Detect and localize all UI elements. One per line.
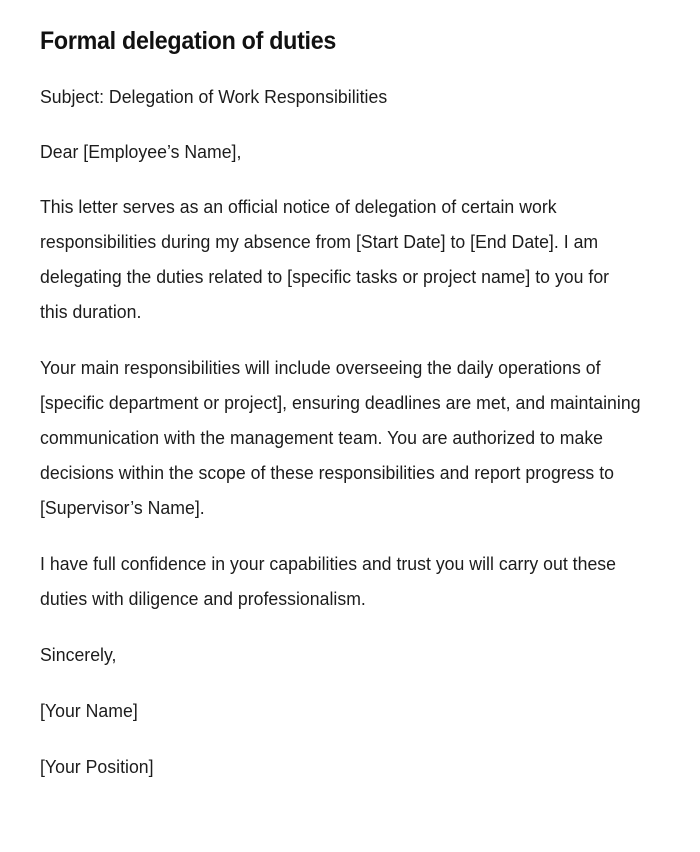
subject-line: Subject: Delegation of Work Responsibilities: [40, 86, 388, 107]
salutation: Dear [Employee’s Name],: [40, 141, 242, 162]
body-paragraph-3: I have full confidence in your capabilities and trust you will carry out these duties with diligence and professionalism.: [40, 553, 616, 609]
body-paragraph-1: This letter serves as an official notice of delegation of certain work responsibilities during my absence from [Start Date] to [End Date]. I am delegating the duties related to [specific tasks or project name] to you for this duration.: [40, 196, 610, 322]
letter-body: [40, 0, 640, 784]
sender-name: [Your Name]: [40, 700, 138, 721]
closing-signoff: Sincerely,: [40, 644, 117, 665]
body-paragraph-2: Your main responsibilities will include overseeing the daily operations of [specific department or project], ensuring deadlines are met, and maintaining communication with the management team. You are authorized to make decisions within the scope of these responsibilities and report progress to [Supervisor’s Name].: [40, 357, 641, 518]
page-title: Formal delegation of duties: [40, 27, 337, 55]
sender-position: [Your Position]: [40, 756, 154, 777]
